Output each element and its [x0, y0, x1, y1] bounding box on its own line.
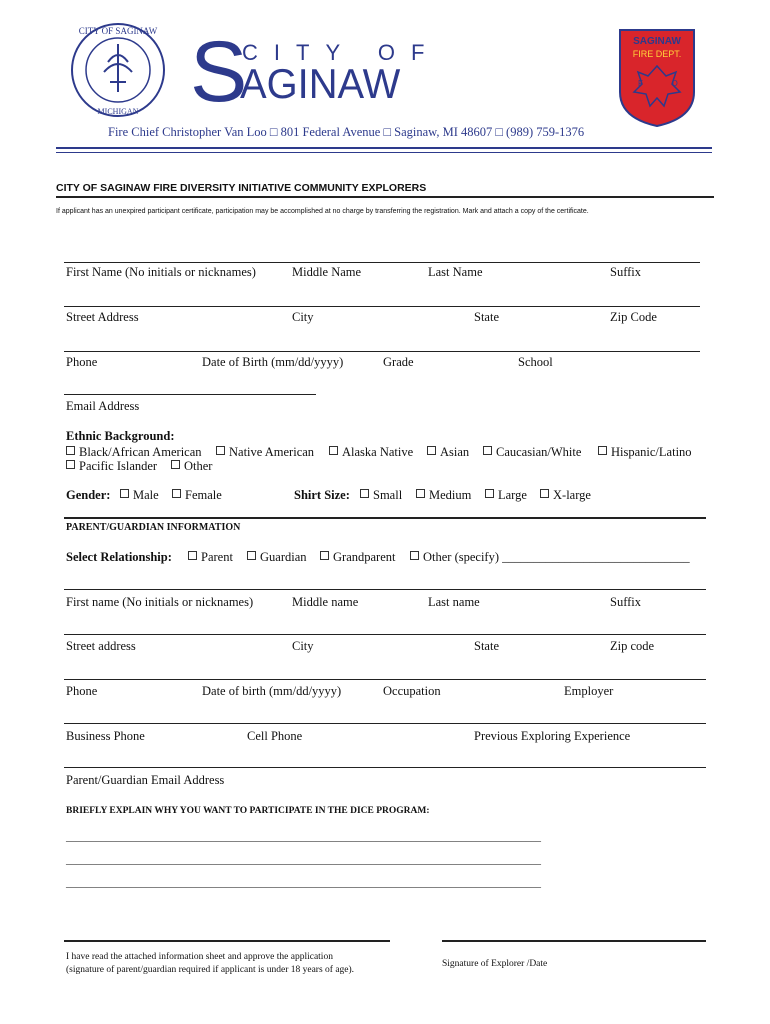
suffix-label: Suffix [610, 265, 642, 279]
ethnic-other-option[interactable] [171, 459, 212, 474]
header-rule-2 [56, 152, 712, 153]
option-label: Other [184, 459, 213, 473]
svg-text:SAGINAW: SAGINAW [633, 36, 681, 47]
parent-row4-line[interactable] [64, 723, 706, 724]
svg-text:D: D [672, 79, 678, 88]
form-note: If applicant has an unexpired participant certificate, participation may be accomplished at no charge by transferring the registration. Mark and attach a copy of the certificate. [56, 208, 589, 215]
business-phone-label: Business Phone [66, 729, 145, 743]
ethnic-alaska-option[interactable] [329, 445, 413, 460]
parent-row3-line[interactable] [64, 679, 706, 680]
parent-city-label: City [292, 639, 314, 653]
previous-exploring-label: Previous Exploring Experience [474, 729, 631, 743]
shirt-small-option[interactable] [360, 488, 402, 503]
relationship-grandparent-option[interactable] [320, 550, 395, 565]
parent-row1-line[interactable] [64, 589, 706, 590]
relationship-parent-option[interactable] [188, 550, 233, 565]
middle-name-label: Middle Name [292, 265, 362, 279]
checkbox[interactable] [171, 460, 180, 469]
shirt-large-option[interactable] [485, 488, 527, 503]
parent-first-name-label: First name (No initials or nicknames) [66, 595, 254, 609]
option-label: Other (specify) ______________________________ [423, 550, 690, 564]
ethnic-black-option[interactable] [66, 445, 202, 460]
checkbox[interactable] [329, 446, 338, 455]
fire-dept-patch [614, 22, 700, 128]
checkbox[interactable] [410, 551, 419, 560]
parent-last-name-label: Last name [428, 595, 480, 609]
parent-signature-line[interactable] [64, 940, 390, 942]
parent-signature-caption-2: (signature of parent/guardian required if applicant is under 18 years of age). [66, 965, 355, 975]
checkbox[interactable] [598, 446, 607, 455]
option-label: Black/African American [79, 445, 202, 459]
state-label: State [474, 310, 499, 324]
option-label: Asian [440, 445, 470, 459]
parent-street-label: Street address [66, 639, 136, 653]
option-label: Large [498, 488, 527, 502]
parent-email-line[interactable] [64, 767, 706, 768]
gender-label: Gender: [66, 488, 111, 502]
checkbox[interactable] [320, 551, 329, 560]
parent-employer-label: Employer [564, 684, 614, 698]
relationship-label: Select Relationship: [66, 550, 172, 564]
parent-section-heading: PARENT/GUARDIAN INFORMATION [66, 522, 241, 533]
checkbox[interactable] [360, 489, 369, 498]
form-title: CITY OF SAGINAW FIRE DIVERSITY INITIATIVE COMMUNITY EXPLORERS [56, 182, 427, 194]
shirt-xlarge-option[interactable] [540, 488, 591, 503]
svg-text:FIRE DEPT.: FIRE DEPT. [632, 49, 682, 59]
relationship-guardian-option[interactable] [247, 550, 307, 565]
zip-code-label: Zip Code [610, 310, 657, 324]
option-label: Guardian [260, 550, 307, 564]
title-rule [56, 196, 714, 198]
option-label: Native American [229, 445, 315, 459]
option-label: Parent [201, 550, 233, 564]
explorer-signature-line[interactable] [442, 940, 706, 942]
school-label: School [518, 355, 553, 369]
city-label: City [292, 310, 314, 324]
option-label: Hispanic/Latino [611, 445, 692, 459]
ethnic-heading: Ethnic Background: [66, 429, 175, 443]
parent-signature-caption-1: I have read the attached information sheet and approve the application [66, 952, 333, 962]
parent-dob-label: Date of birth (mm/dd/yyyy) [202, 684, 342, 698]
option-label: Alaska Native [342, 445, 414, 459]
dob-label: Date of Birth (mm/dd/yyyy) [202, 355, 344, 369]
option-label: X-large [553, 488, 591, 502]
parent-row2-line[interactable] [64, 634, 706, 635]
option-label: Male [133, 488, 159, 502]
relationship-other-option[interactable] [410, 550, 690, 565]
option-label: Grandparent [333, 550, 396, 564]
first-name-label: First Name (No initials or nicknames) [66, 265, 256, 279]
checkbox[interactable] [120, 489, 129, 498]
parent-state-label: State [474, 639, 499, 653]
shirt-size-label: Shirt Size: [294, 488, 350, 502]
checkbox[interactable] [427, 446, 436, 455]
ethnic-hispanic-option[interactable] [598, 445, 692, 460]
shirt-medium-option[interactable] [416, 488, 471, 503]
city-logo-name: AGINAW [240, 60, 401, 107]
option-label: Small [373, 488, 403, 502]
checkbox[interactable] [540, 489, 549, 498]
explain-heading: BRIEFLY EXPLAIN WHY YOU WANT TO PARTICIPATE IN THE DICE PROGRAM: [66, 806, 430, 816]
option-label: Medium [429, 488, 472, 502]
header-rule [56, 147, 712, 149]
option-label: Caucasian/White [496, 445, 582, 459]
option-label: Pacific Islander [79, 459, 158, 473]
svg-text:F: F [638, 79, 643, 88]
gender-female-option[interactable] [172, 488, 222, 503]
explorer-signature-caption: Signature of Explorer /Date [442, 959, 548, 969]
parent-section-rule [64, 517, 706, 519]
email-line[interactable] [64, 394, 316, 395]
ethnic-caucasian-option[interactable] [483, 445, 581, 460]
street-address-label: Street Address [66, 310, 139, 324]
checkbox[interactable] [483, 446, 492, 455]
option-label: Female [185, 488, 222, 502]
parent-occupation-label: Occupation [383, 684, 441, 698]
email-label: Email Address [66, 399, 140, 413]
checkbox[interactable] [188, 551, 197, 560]
parent-middle-name-label: Middle name [292, 595, 359, 609]
gender-male-option[interactable] [120, 488, 159, 503]
checkbox[interactable] [172, 489, 181, 498]
ethnic-native-option[interactable] [216, 445, 314, 460]
city-seal [70, 22, 166, 118]
city-logo-small: CITY OF [242, 40, 441, 65]
parent-suffix-label: Suffix [610, 595, 642, 609]
phone-label: Phone [66, 355, 98, 369]
ethnic-asian-option[interactable] [427, 445, 469, 460]
parent-email-label: Parent/Guardian Email Address [66, 773, 225, 787]
explain-line-1[interactable]: _______________________________________________________________________________________________ [66, 832, 541, 843]
parent-phone-label: Phone [66, 684, 98, 698]
checkbox[interactable] [216, 446, 225, 455]
svg-text:CITY OF SAGINAW: CITY OF SAGINAW [78, 26, 158, 36]
explain-line-3[interactable]: _______________________________________________________________________________________________ [66, 878, 541, 889]
applicant-row3-line[interactable] [64, 351, 700, 352]
ethnic-pacific-option[interactable] [66, 459, 157, 474]
checkbox[interactable] [66, 460, 75, 469]
applicant-row1-line[interactable] [64, 262, 700, 263]
last-name-label: Last Name [428, 265, 483, 279]
applicant-row2-line[interactable] [64, 306, 700, 307]
checkbox[interactable] [416, 489, 425, 498]
checkbox[interactable] [247, 551, 256, 560]
explain-line-2[interactable]: _______________________________________________________________________________________________ [66, 855, 541, 866]
parent-zip-label: Zip code [610, 639, 655, 653]
cell-phone-label: Cell Phone [247, 729, 303, 743]
checkbox[interactable] [66, 446, 75, 455]
grade-label: Grade [383, 355, 414, 369]
checkbox[interactable] [485, 489, 494, 498]
svg-text:MICHIGAN: MICHIGAN [97, 107, 139, 116]
header-address-line: Fire Chief Christopher Van Loo □ 801 Federal Avenue □ Saginaw, MI 48607 □ (989) 759-1376 [108, 125, 585, 139]
city-logo-big-s: S [190, 24, 248, 120]
